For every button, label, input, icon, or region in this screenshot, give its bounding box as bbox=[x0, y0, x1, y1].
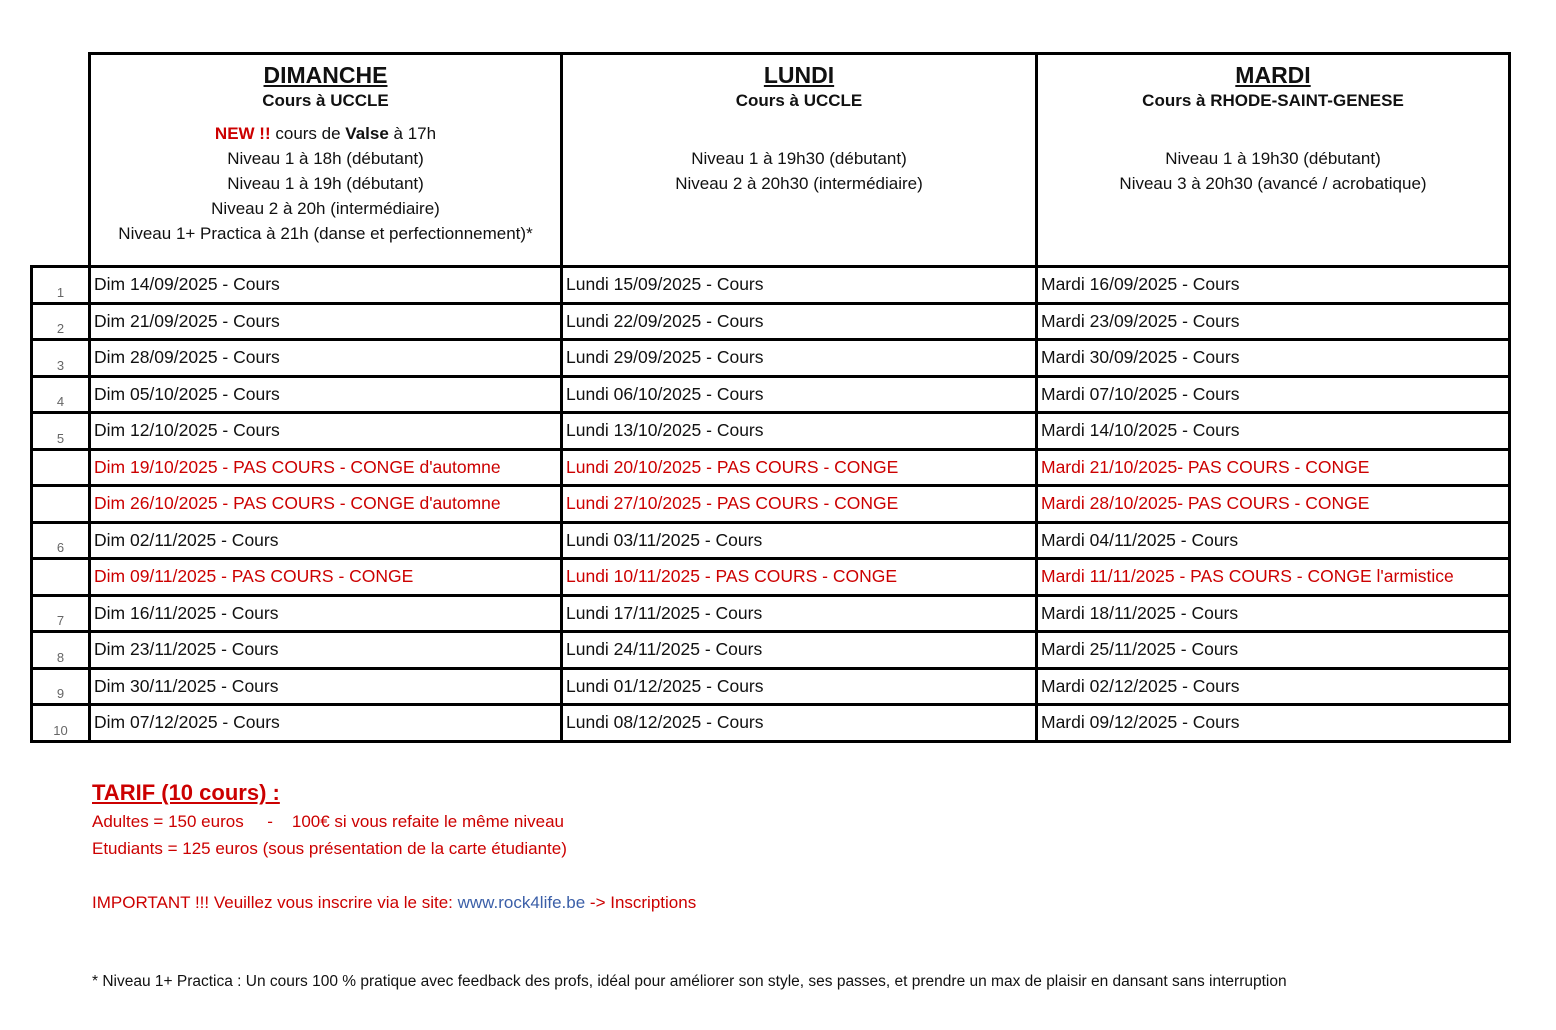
header-monday bbox=[562, 54, 1037, 267]
tuesday-cell: Mardi 11/11/2025 - PAS COURS - CONGE l'armistice bbox=[1037, 559, 1510, 596]
level-line: Niveau 2 à 20h30 (intermédiaire) bbox=[675, 174, 923, 193]
course-number bbox=[32, 559, 90, 596]
monday-cell: Lundi 10/11/2025 - PAS COURS - CONGE bbox=[562, 559, 1037, 596]
course-number: 5 bbox=[32, 413, 90, 450]
monday-cell: Lundi 15/09/2025 - Cours bbox=[562, 267, 1037, 304]
course-number: 2 bbox=[32, 303, 90, 340]
sunday-cell: Dim 02/11/2025 - Cours bbox=[90, 522, 562, 559]
table-row bbox=[32, 449, 1510, 486]
tuesday-cell: Mardi 02/12/2025 - Cours bbox=[1037, 668, 1510, 705]
tuesday-cell: Mardi 23/09/2025 - Cours bbox=[1037, 303, 1510, 340]
tuesday-cell: Mardi 30/09/2025 - Cours bbox=[1037, 340, 1510, 377]
sunday-cell: Dim 09/11/2025 - PAS COURS - CONGE bbox=[90, 559, 562, 596]
sunday-cell: Dim 16/11/2025 - Cours bbox=[90, 595, 562, 632]
tuesday-cell: Mardi 18/11/2025 - Cours bbox=[1037, 595, 1510, 632]
monday-cell: Lundi 24/11/2025 - Cours bbox=[562, 632, 1037, 669]
level-line: Niveau 1 à 19h30 (débutant) bbox=[691, 149, 907, 168]
table-row bbox=[32, 376, 1510, 413]
tarif-adults: Adultes = 150 euros - 100€ si vous refaite le même niveau bbox=[92, 812, 565, 831]
table-row bbox=[32, 340, 1510, 377]
level-line: Niveau 2 à 20h (intermédiaire) bbox=[211, 199, 440, 218]
sunday-cell: Dim 14/09/2025 - Cours bbox=[90, 267, 562, 304]
sunday-cell: Dim 21/09/2025 - Cours bbox=[90, 303, 562, 340]
course-number: 3 bbox=[32, 340, 90, 377]
sunday-cell: Dim 30/11/2025 - Cours bbox=[90, 668, 562, 705]
monday-cell: Lundi 06/10/2025 - Cours bbox=[562, 376, 1037, 413]
tuesday-cell: Mardi 25/11/2025 - Cours bbox=[1037, 632, 1510, 669]
header-sunday bbox=[90, 54, 562, 267]
location-tuesday: Cours à RHODE-SAINT-GENESE bbox=[1142, 91, 1404, 110]
tarif-students: Etudiants = 125 euros (sous présentation de la carte étudiante) bbox=[92, 839, 567, 858]
header-tuesday bbox=[1037, 54, 1510, 267]
monday-cell: Lundi 01/12/2025 - Cours bbox=[562, 668, 1037, 705]
course-number: 4 bbox=[32, 376, 90, 413]
sunday-cell: Dim 19/10/2025 - PAS COURS - CONGE d'automne bbox=[90, 449, 562, 486]
tuesday-cell: Mardi 04/11/2025 - Cours bbox=[1037, 522, 1510, 559]
table-row bbox=[32, 267, 1510, 304]
new-valse-line bbox=[91, 121, 560, 146]
table-row bbox=[32, 413, 1510, 450]
footnote: * Niveau 1+ Practica : Un cours 100 % pratique avec feedback des profs, idéal pour améliorer son style, ses passes, et prendre un max de plaisir en dansant sans interruption bbox=[92, 973, 1287, 990]
tuesday-cell: Mardi 21/10/2025- PAS COURS - CONGE bbox=[1037, 449, 1510, 486]
level-line: Niveau 1+ Practica à 21h (danse et perfectionnement)* bbox=[118, 224, 533, 243]
header-blank-cell bbox=[32, 54, 90, 267]
new-text-2: à 17h bbox=[388, 124, 437, 143]
day-title-tuesday: MARDI bbox=[1235, 62, 1311, 88]
level-line: Niveau 1 à 18h (débutant) bbox=[227, 149, 424, 168]
tuesday-cell: Mardi 09/12/2025 - Cours bbox=[1037, 705, 1510, 742]
monday-cell: Lundi 17/11/2025 - Cours bbox=[562, 595, 1037, 632]
sunday-cell: Dim 28/09/2025 - Cours bbox=[90, 340, 562, 377]
course-number bbox=[32, 449, 90, 486]
course-number: 9 bbox=[32, 668, 90, 705]
sunday-cell: Dim 26/10/2025 - PAS COURS - CONGE d'automne bbox=[90, 486, 562, 523]
monday-cell: Lundi 08/12/2025 - Cours bbox=[562, 705, 1037, 742]
location-monday: Cours à UCCLE bbox=[735, 91, 863, 110]
monday-cell: Lundi 27/10/2025 - PAS COURS - CONGE bbox=[562, 486, 1037, 523]
schedule-table bbox=[30, 52, 1511, 743]
monday-cell: Lundi 03/11/2025 - Cours bbox=[562, 522, 1037, 559]
tuesday-cell: Mardi 16/09/2025 - Cours bbox=[1037, 267, 1510, 304]
level-line: Niveau 3 à 20h30 (avancé / acrobatique) bbox=[1119, 174, 1427, 193]
course-number: 1 bbox=[32, 267, 90, 304]
header-row bbox=[32, 54, 1510, 267]
table-row bbox=[32, 595, 1510, 632]
course-number: 8 bbox=[32, 632, 90, 669]
website-link[interactable]: www.rock4life.be bbox=[457, 893, 586, 912]
monday-cell: Lundi 22/09/2025 - Cours bbox=[562, 303, 1037, 340]
table-row bbox=[32, 668, 1510, 705]
level-line: Niveau 1 à 19h30 (débutant) bbox=[1165, 149, 1381, 168]
table-row bbox=[32, 705, 1510, 742]
course-number bbox=[32, 486, 90, 523]
location-sunday: Cours à UCCLE bbox=[262, 91, 389, 110]
new-text-1: cours de bbox=[270, 124, 346, 143]
important-notice bbox=[92, 891, 696, 915]
table-row bbox=[32, 559, 1510, 596]
table-row bbox=[32, 522, 1510, 559]
tarif-section bbox=[92, 778, 567, 862]
level-line: Niveau 1 à 19h (débutant) bbox=[227, 174, 424, 193]
important-prefix: IMPORTANT !!! Veuillez vous inscrire via le site: bbox=[92, 893, 458, 912]
tuesday-cell: Mardi 28/10/2025- PAS COURS - CONGE bbox=[1037, 486, 1510, 523]
new-text-bold: Valse bbox=[345, 124, 389, 143]
tarif-title: TARIF (10 cours) : bbox=[92, 780, 280, 805]
sunday-cell: Dim 12/10/2025 - Cours bbox=[90, 413, 562, 450]
monday-cell: Lundi 20/10/2025 - PAS COURS - CONGE bbox=[562, 449, 1037, 486]
monday-cell: Lundi 13/10/2025 - Cours bbox=[562, 413, 1037, 450]
sunday-cell: Dim 23/11/2025 - Cours bbox=[90, 632, 562, 669]
sunday-cell: Dim 05/10/2025 - Cours bbox=[90, 376, 562, 413]
course-number: 10 bbox=[32, 705, 90, 742]
day-title-monday: LUNDI bbox=[763, 62, 835, 88]
course-number: 6 bbox=[32, 522, 90, 559]
monday-cell: Lundi 29/09/2025 - Cours bbox=[562, 340, 1037, 377]
important-suffix: -> Inscriptions bbox=[585, 893, 697, 912]
table-row bbox=[32, 486, 1510, 523]
tuesday-cell: Mardi 07/10/2025 - Cours bbox=[1037, 376, 1510, 413]
new-badge: NEW !! bbox=[214, 124, 271, 143]
table-row bbox=[32, 632, 1510, 669]
course-number: 7 bbox=[32, 595, 90, 632]
day-title-sunday: DIMANCHE bbox=[263, 62, 388, 88]
tuesday-cell: Mardi 14/10/2025 - Cours bbox=[1037, 413, 1510, 450]
sunday-cell: Dim 07/12/2025 - Cours bbox=[90, 705, 562, 742]
table-row bbox=[32, 303, 1510, 340]
